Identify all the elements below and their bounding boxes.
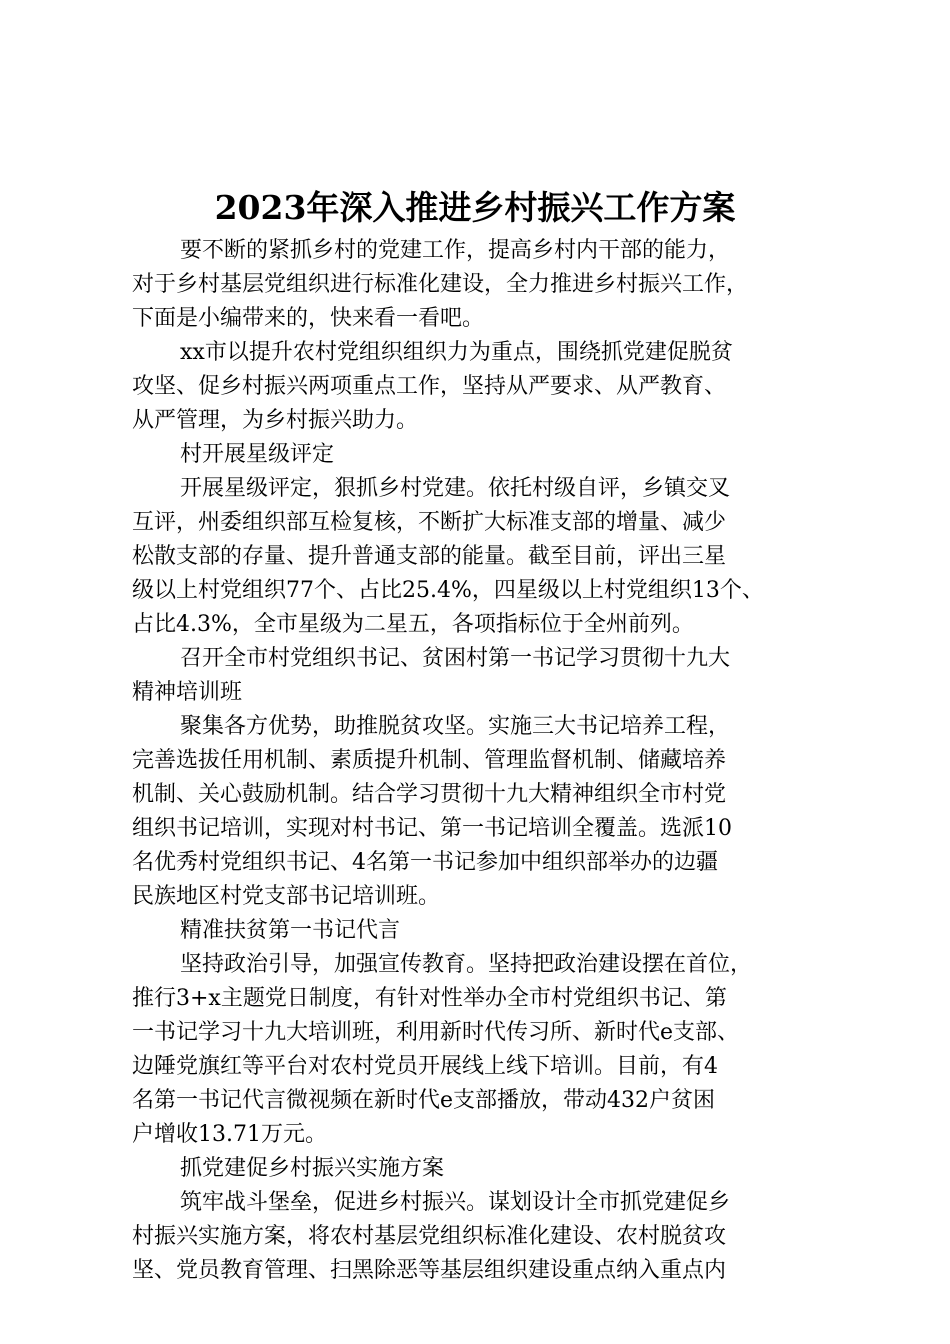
text-line: 聚集各方优势，助推脱贫攻坚。实施三大书记培养工程， — [180, 714, 731, 739]
text-line: 坚持政治引导，加强宣传教育。坚持把政治建设摆在首位， — [180, 952, 753, 977]
text-line: 名优秀村党组织书记、4名第一书记参加中组织部举办的边疆 — [132, 850, 718, 875]
section-heading-plan — [132, 1152, 832, 1186]
section-heading-endorsement — [132, 914, 832, 948]
text-line: 名第一书记代言微视频在新时代e支部播放，带动432户贫困 — [132, 1088, 716, 1113]
text-line: 要不断的紧抓乡村的党建工作，提高乡村内干部的能力， — [180, 238, 731, 263]
text-line: 推行3+x主题党日制度，有针对性举办全市村党组织书记、第 — [132, 986, 727, 1011]
text-line: 下面是小编带来的，快来看一看吧。 — [132, 306, 485, 331]
text-line: 村振兴实施方案，将农村基层党组织标准化建设、农村脱贫攻 — [132, 1224, 727, 1249]
text-line: xx市以提升农村党组织组织力为重点，围绕抓党建促脱贫 — [180, 340, 733, 365]
paragraph-endorsement — [132, 948, 832, 1152]
section-heading-star-rating — [132, 438, 832, 472]
paragraph-intro — [132, 234, 832, 336]
heading-line: 精准扶贫第一书记代言 — [180, 918, 401, 943]
paragraph-summary — [132, 336, 832, 438]
text-line: 户增收13.71万元。 — [132, 1122, 327, 1147]
text-line: 松散支部的存量、提升普通支部的能量。截至目前，评出三星 — [132, 544, 727, 569]
text-line: 开展星级评定，狠抓乡村党建。依托村级自评，乡镇交叉 — [180, 476, 731, 501]
text-line: 一书记学习十九大培训班，利用新时代传习所、新时代e支部、 — [132, 1020, 740, 1045]
paragraph-star-rating — [132, 472, 832, 642]
paragraph-plan — [132, 1186, 832, 1288]
heading-line: 村开展星级评定 — [180, 442, 335, 467]
text-line: 民族地区村党支部书记培训班。 — [132, 884, 441, 909]
text-line: 从严管理，为乡村振兴助力。 — [132, 408, 419, 433]
document-body — [132, 234, 832, 1288]
text-line: 互评，州委组织部互检复核，不断扩大标准支部的增量、减少 — [132, 510, 727, 535]
text-line: 级以上村党组织77个、占比25.4%，四星级以上村党组织13个、 — [132, 578, 764, 603]
text-line: 边陲党旗红等平台对农村党员开展线上线下培训。目前，有4 — [132, 1054, 718, 1079]
text-line: 坚、党员教育管理、扫黑除恶等基层组织建设重点纳入重点内 — [132, 1258, 727, 1283]
document-title: 2023年深入推进乡村振兴工作方案 — [214, 188, 736, 227]
heading-line: 抓党建促乡村振兴实施方案 — [180, 1156, 445, 1181]
heading-line: 精神培训班 — [132, 680, 243, 705]
paragraph-training — [132, 710, 832, 914]
section-heading-training — [132, 642, 832, 710]
text-line: 机制、关心鼓励机制。结合学习贯彻十九大精神组织全市村党 — [132, 782, 727, 807]
text-line: 攻坚、促乡村振兴两项重点工作，坚持从严要求、从严教育、 — [132, 374, 727, 399]
text-line: 占比4.3%，全市星级为二星五，各项指标位于全州前列。 — [132, 612, 694, 637]
text-line: 对于乡村基层党组织进行标准化建设，全力推进乡村振兴工作， — [132, 272, 749, 297]
text-line: 组织书记培训，实现对村书记、第一书记培训全覆盖。选派10 — [132, 816, 732, 841]
text-line: 完善选拔任用机制、素质提升机制、管理监督机制、储藏培养 — [132, 748, 727, 773]
heading-line: 召开全市村党组织书记、贫困村第一书记学习贯彻十九大 — [180, 646, 731, 671]
text-line: 筑牢战斗堡垒，促进乡村振兴。谋划设计全市抓党建促乡 — [180, 1190, 731, 1215]
